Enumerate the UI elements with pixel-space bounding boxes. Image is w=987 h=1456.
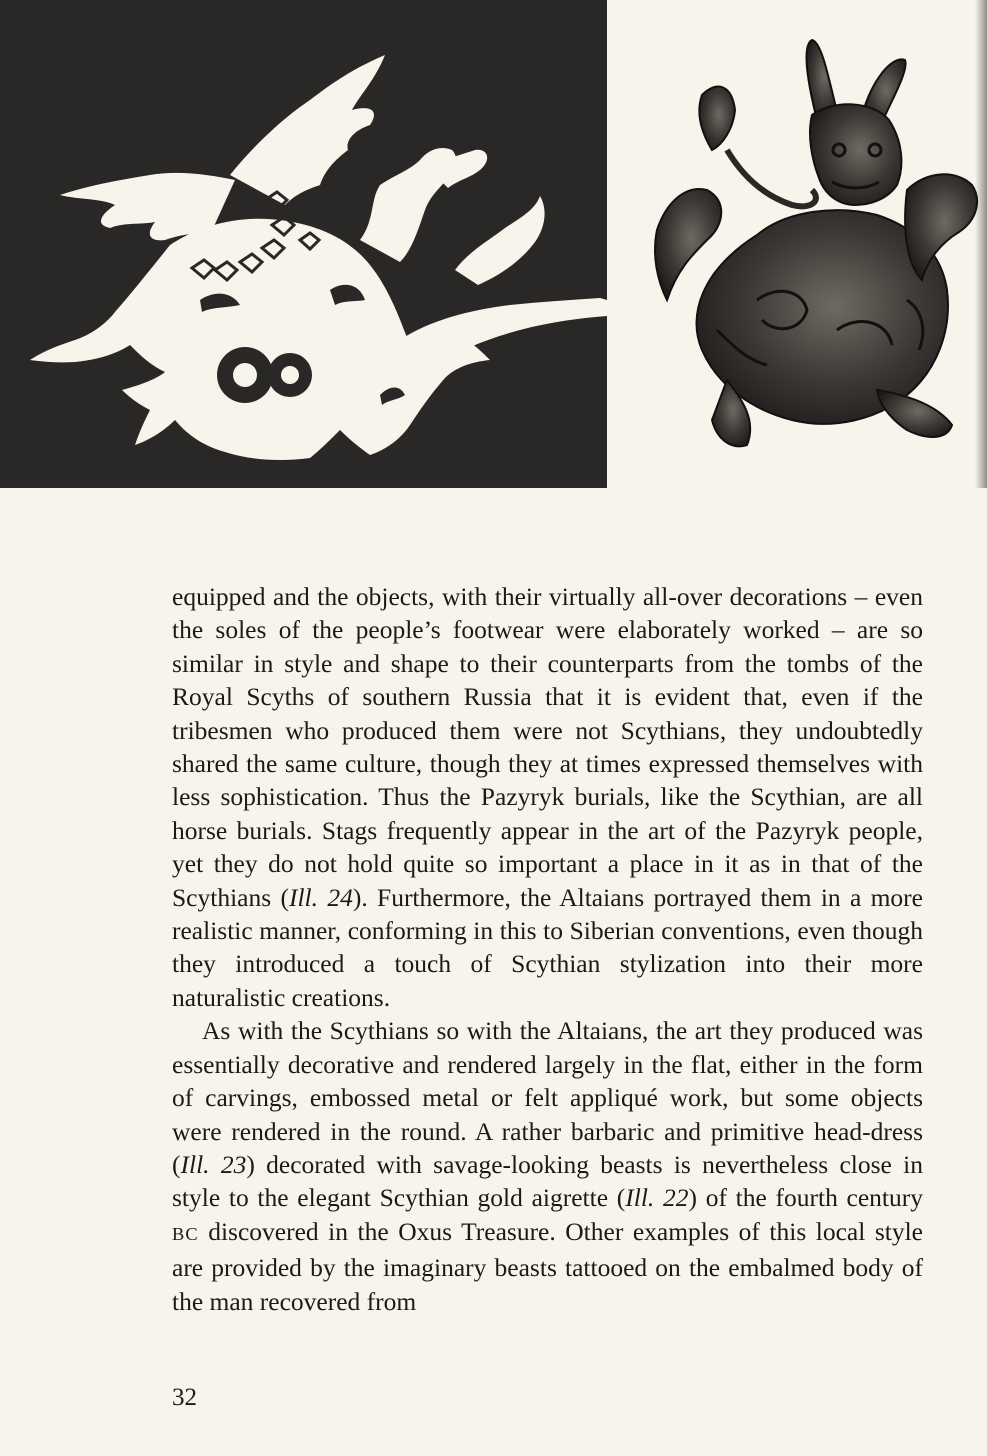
illustration-reference[interactable]: Ill. 22 [625, 1183, 689, 1213]
paragraph-2 [172, 1014, 923, 1318]
p1-text-b: ). Furthermore, the Altaians portrayed them in a more realistic manner, conforming in this to Siberian conventions, even though they introduced a touch of Scythian stylization into their more naturalistic creations. [172, 882, 923, 1012]
body-text [172, 580, 923, 1318]
p2-text-d: discovered in the Oxus Treasure. Other examples of this local style are provided by the imaginary beasts tattooed on the embalmed body of the man recovered from [172, 1216, 923, 1316]
griffin-silhouette [30, 55, 607, 460]
tail-curl [727, 150, 816, 206]
illustration-reference[interactable]: Ill. 23 [180, 1149, 247, 1179]
p2-text-b: ) decorated with savage-looking beasts is nevertheless close in style to the elegant Scythian gold aigrette ( [172, 1149, 923, 1213]
griffin-applique-illustration [0, 0, 607, 488]
paragraph-1 [172, 580, 923, 1014]
p2-text-c: ) of the fourth century [688, 1183, 923, 1213]
page-edge-shadow [975, 0, 987, 488]
carved-beast-illustration [607, 0, 987, 488]
era-abbreviation: BC [172, 1223, 199, 1244]
p2-text-a: As with the Scythians so with the Altaians, the art they produced was essentially decorative and rendered largely in the flat, either in the form of carvings, embossed metal or felt appliqué work, but some objects were rendered in the round. A rather barbaric and primitive head-dress ( [172, 1016, 923, 1179]
page-number: 32 [172, 1384, 197, 1411]
carved-beast [655, 40, 977, 446]
illustration-reference[interactable]: Ill. 24 [288, 882, 353, 912]
p1-text-a: equipped and the objects, with their virtually all-over decorations – even the soles of the people’s footwear were elaborately worked – are so similar in style and shape to their counterparts from the tombs of the Royal Scyths of southern Russia that it is evident that, even if the tribesmen who produced them were not Scythians, they undoubtedly shared the same culture, though they at times expressed themselves with less sophistication. Thus the Pazyryk burials, like the Scythian, are all horse burials. Stags frequently appear in the art of the Pazyryk people, yet they do not hold quite so important a place in it as in that of the Scythians ( [172, 582, 923, 912]
